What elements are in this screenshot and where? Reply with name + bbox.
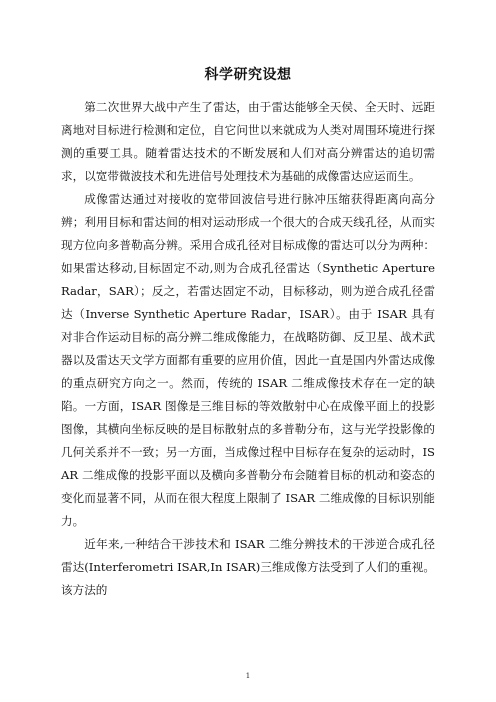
- document-body: [61, 96, 435, 602]
- document-title: 科学研究设想: [204, 67, 292, 83]
- paragraph-2: 成像雷达通过对接收的宽带回波信号进行脉冲压缩获得距离向高分辨；利用目标和雷达间的相对运动形成一个很大的合成天线孔径，从而实现方位向多普勒高分辨。采用合成孔径对目标成像的雷达可以分为两种：如果雷达移动,目标固定不动,则为合成孔径雷达（Synthetic Aperture Radar，SAR）；反之，若雷达固定不动，目标移动，则为逆合成孔径雷达（Inverse Synthetic Aperture Radar，ISAR）。由于 ISAR 具有对非合作运动目标的高分辨二维成像能力，在战略防御、反卫星、战术武器以及雷达天文学方面都有重要的应用价值，因此一直是国内外雷达成像的重点研究方向之一。然而，传统的 ISAR 二维成像技术存在一定的缺陷。一方面，ISAR 图像是三维目标的等效散射中心在成像平面上的投影图像，其横向坐标反映的是目标散射点的多普勒分布，这与光学投影像的几何关系并不一致；另一方面，当成像过程中目标存在复杂的运动时，ISAR 二维成像的投影平面以及横向多普勒分布会随着目标的机动和姿态的变化而显著不同，从而在很大程度上限制了 ISAR 二维成像的目标识别能力。: [61, 192, 435, 528]
- paragraph-3: 近年来,一种结合干涉技术和 ISAR 二维分辨技术的干涉逆合成孔径雷达(Interferometri ISAR,In ISAR)三维成像方法受到了人们的重视。该方法的: [61, 537, 435, 597]
- paragraph-1: 第二次世界大战中产生了雷达，由于雷达能够全天侯、全天时、远距离地对目标进行检测和定位，自它问世以来就成为人类对周围环境进行探测的重要工具。随着雷达技术的不断发展和人们对高分辨雷达的追切需求，以宽带微波技术和先进信号处理技术为基础的成像雷达应运而生。: [61, 100, 435, 183]
- page-number: 1: [245, 672, 251, 680]
